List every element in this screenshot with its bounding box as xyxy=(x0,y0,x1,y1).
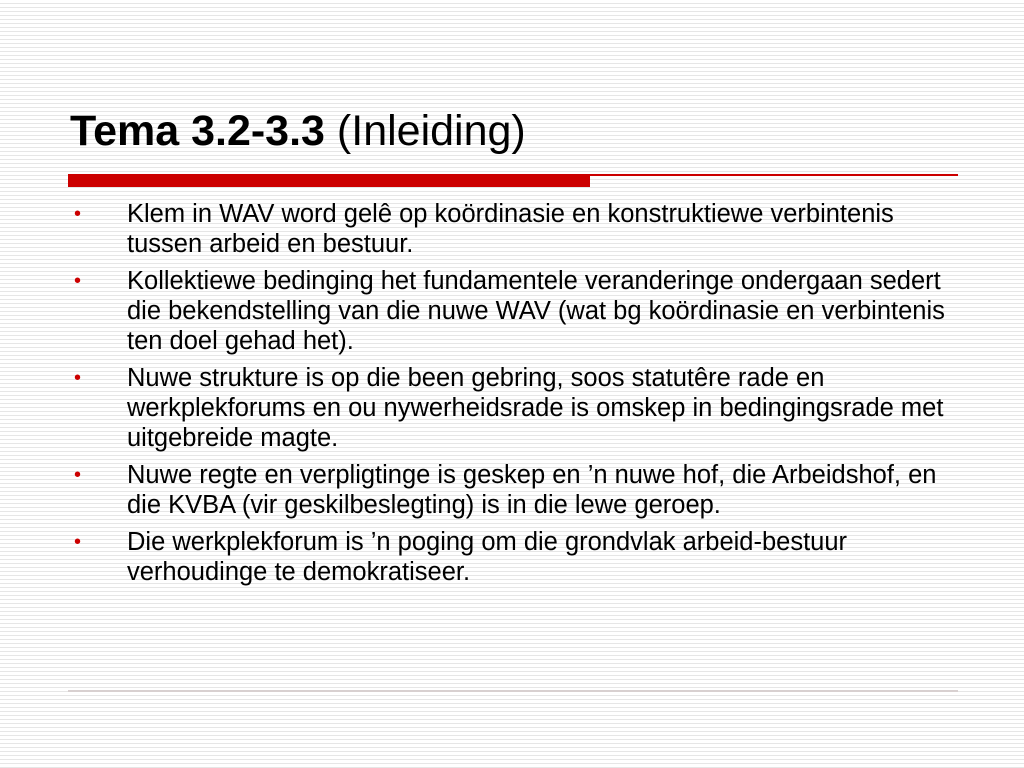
title-underline-line xyxy=(590,174,958,176)
bullet-item xyxy=(74,363,954,453)
bullet-icon: • xyxy=(74,270,82,292)
bullet-icon: • xyxy=(74,531,82,553)
bullet-item xyxy=(74,199,954,259)
bullet-text: Kollektiewe bedinging het fundamentele veranderinge ondergaan sedert die bekendstelling van die nuwe WAV (wat bg koördinasie en verbintenis ten doel gehad het). xyxy=(127,267,945,355)
bullet-icon: • xyxy=(74,464,82,486)
bullet-item xyxy=(74,460,954,520)
bullet-text: Die werkplekforum is ’n poging om die grondvlak arbeid-bestuur verhoudinge te demokratiseer. xyxy=(127,528,848,586)
title-subtitle: (Inleiding) xyxy=(336,107,526,155)
bullet-icon: • xyxy=(74,203,82,225)
slide-title xyxy=(70,108,526,155)
bullet-text: Klem in WAV word gelê op koördinasie en konstruktiewe verbintenis tussen arbeid en bestuur. xyxy=(127,200,894,258)
footer-divider xyxy=(68,690,958,692)
bullet-item xyxy=(74,527,954,587)
bullet-icon: • xyxy=(74,367,82,389)
title-underline-bar xyxy=(68,174,590,187)
bullet-list xyxy=(74,199,954,594)
title-underline xyxy=(68,174,958,188)
bullet-text: Nuwe regte en verpligtinge is geskep en ’n nuwe hof, die Arbeidshof, en die KVBA (vir geskilbeslegting) is in die lewe geroep. xyxy=(127,461,937,519)
bullet-text: Nuwe strukture is op die been gebring, soos statutêre rade en werkplekforums en ou nywerheidsrade is omskep in bedingingsrade met uitgebreide magte. xyxy=(127,364,944,452)
title-main: Tema 3.2-3.3 xyxy=(70,107,325,155)
bullet-item xyxy=(74,266,954,356)
